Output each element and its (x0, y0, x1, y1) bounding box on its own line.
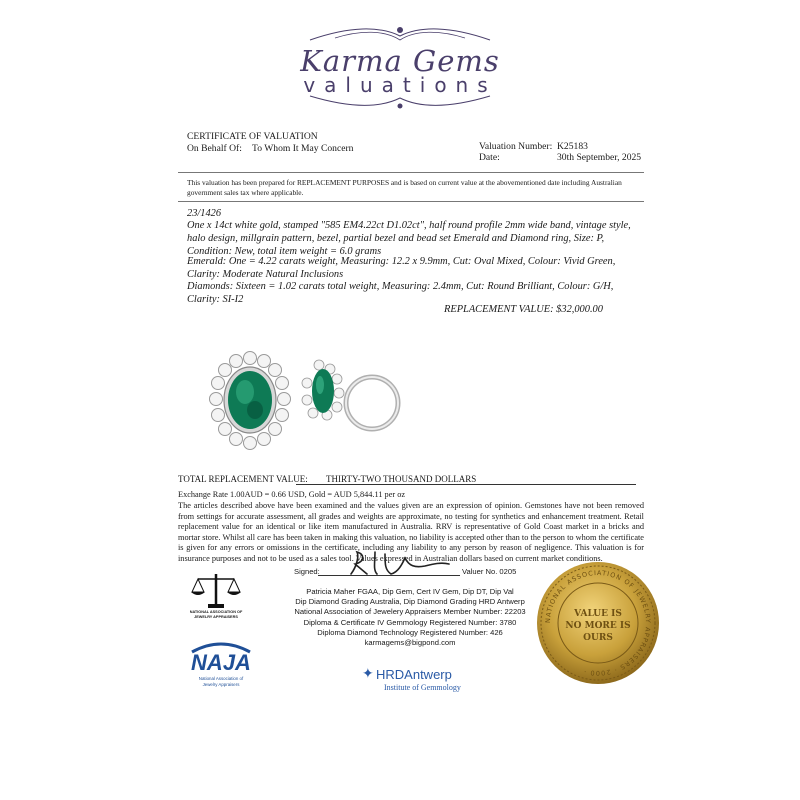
logo-ornament-bottom-icon (290, 92, 510, 112)
on-behalf-label: On Behalf Of: (187, 143, 242, 154)
naja-line2: JEWELRY APPRAISERS (194, 615, 238, 619)
valuer-no: Valuer No. 0205 (462, 567, 517, 576)
certificate-title: CERTIFICATE OF VALUATION (187, 131, 318, 142)
divider (178, 201, 644, 202)
hrd-sub: Institute of Gemmology (384, 683, 461, 692)
naja-text: NAJA (191, 650, 251, 675)
total-words: THIRTY-TWO THOUSAND DOLLARS (326, 474, 477, 484)
naja-logo (186, 640, 256, 694)
logo (0, 0, 800, 120)
credential-line: National Association of Jewelery Appraisers Member Number: 22203 (294, 607, 526, 617)
disclaimer: The articles described above have been examined and the values given are an expression of opinion. Gemstones have not been removed from settings for accurate assessment, all grades and weights are approximate, no testing for synthetics and enhancement treatment. Retail replacement value for an identical or like item manufactured in Australia. RRV is representative of Gold Coast market in a bricks and mortar store. Whilst all care has been taken in making this valuation, no liability is accepted other than to the person to whom the certificate is given for any errors or omissions in the certificate, including any liability to any person by reason of negligence. This valuation is for insurance purposes and not to be used as a sales tool. Values expressed in Australian dollars based on current market conditions. (178, 501, 644, 563)
credentials (290, 587, 530, 648)
date-value: 30th September, 2025 (557, 152, 642, 163)
signed-label: Signed: (294, 567, 320, 576)
seal-ring-text: NATIONAL ASSOCIATION OF JEWELRY APPRAISERS · 2000 · (543, 568, 653, 678)
naja-sub1: National Association of (198, 676, 244, 681)
item-diamonds: Diamonds: Sixteen = 1.02 carats total weight, Measuring: 2.4mm, Cut: Round Brilliant, Colour: G/H, Clarity: SI-I2 (187, 281, 614, 305)
credential-line: Diploma Diamond Technology Registered Number: 426 (317, 627, 503, 637)
naja-scale-logo (186, 570, 246, 622)
divider (178, 172, 644, 173)
item-emerald: Emerald: One = 4.22 carats weight, Measuring: 12.2 x 9.9mm, Cut: Oval Mixed, Colour: Vivid Green, Clarity: Moderate Natural Inclusions (187, 256, 616, 280)
total-label: TOTAL REPLACEMENT VALUE: (178, 474, 308, 484)
credential-line: Dip Diamond Grading Australia, Dip Diamond Grading HRD Antwerp (295, 597, 525, 607)
gold-seal (535, 560, 661, 686)
replacement-value: REPLACEMENT VALUE: $32,000.00 (444, 304, 603, 315)
signature-icon (345, 548, 455, 578)
ring-front-photo (205, 350, 295, 454)
valuation-number-label: Valuation Number: (479, 141, 553, 152)
ring-side-photo (297, 355, 407, 435)
seal-line1: VALUE IS (574, 609, 622, 619)
total-underline (296, 484, 636, 485)
naja-line1: NATIONAL ASSOCIATION OF (189, 610, 243, 614)
hrd-text: HRDAntwerp (376, 667, 452, 682)
naja-sub2: Jewelry Appraisers (202, 682, 240, 687)
on-behalf-value: To Whom It May Concern (252, 143, 354, 154)
hrd-star-icon: ✦ (362, 666, 374, 682)
hrd-logo (362, 666, 482, 696)
purpose-text: This valuation has been prepared for REPLACEMENT PURPOSES and is based on current value at the abovementioned date including Australian government sales tax where applicable. (187, 178, 622, 197)
date-label: Date: (479, 152, 500, 163)
item-ref: 23/1426 (187, 208, 222, 219)
exchange-rate: Exchange Rate 1.00AUD = 0.66 USD, Gold = AUD 5,844.11 per oz (178, 490, 406, 499)
item-description: One x 14ct white gold, stamped "585 EM4.22ct D1.02ct", half round profile 2mm wide band, vintage style, halo design, millgrain pattern, bezel, partial bezel and bead set Emerald and Diamond ring, Size: P, Condition: New, total item weight = 6.0 grams (187, 220, 631, 257)
credential-line: Patricia Maher FGAA, Dip Gem, Cert IV Gem, Dip DT, Dip Val (306, 587, 514, 596)
valuation-number: K25183 (557, 141, 588, 152)
logo-script: Karma Gems (300, 44, 500, 78)
email[interactable]: karmagems@bigpond.com (364, 638, 456, 648)
credential-line: Diploma & Certificate IV Gemmology Registered Number: 3780 (303, 617, 517, 627)
logo-sub: valuations (303, 73, 497, 97)
seal-line2: NO MORE IS (565, 621, 631, 631)
scales-icon (186, 570, 246, 610)
seal-line3: OURS (583, 633, 613, 643)
